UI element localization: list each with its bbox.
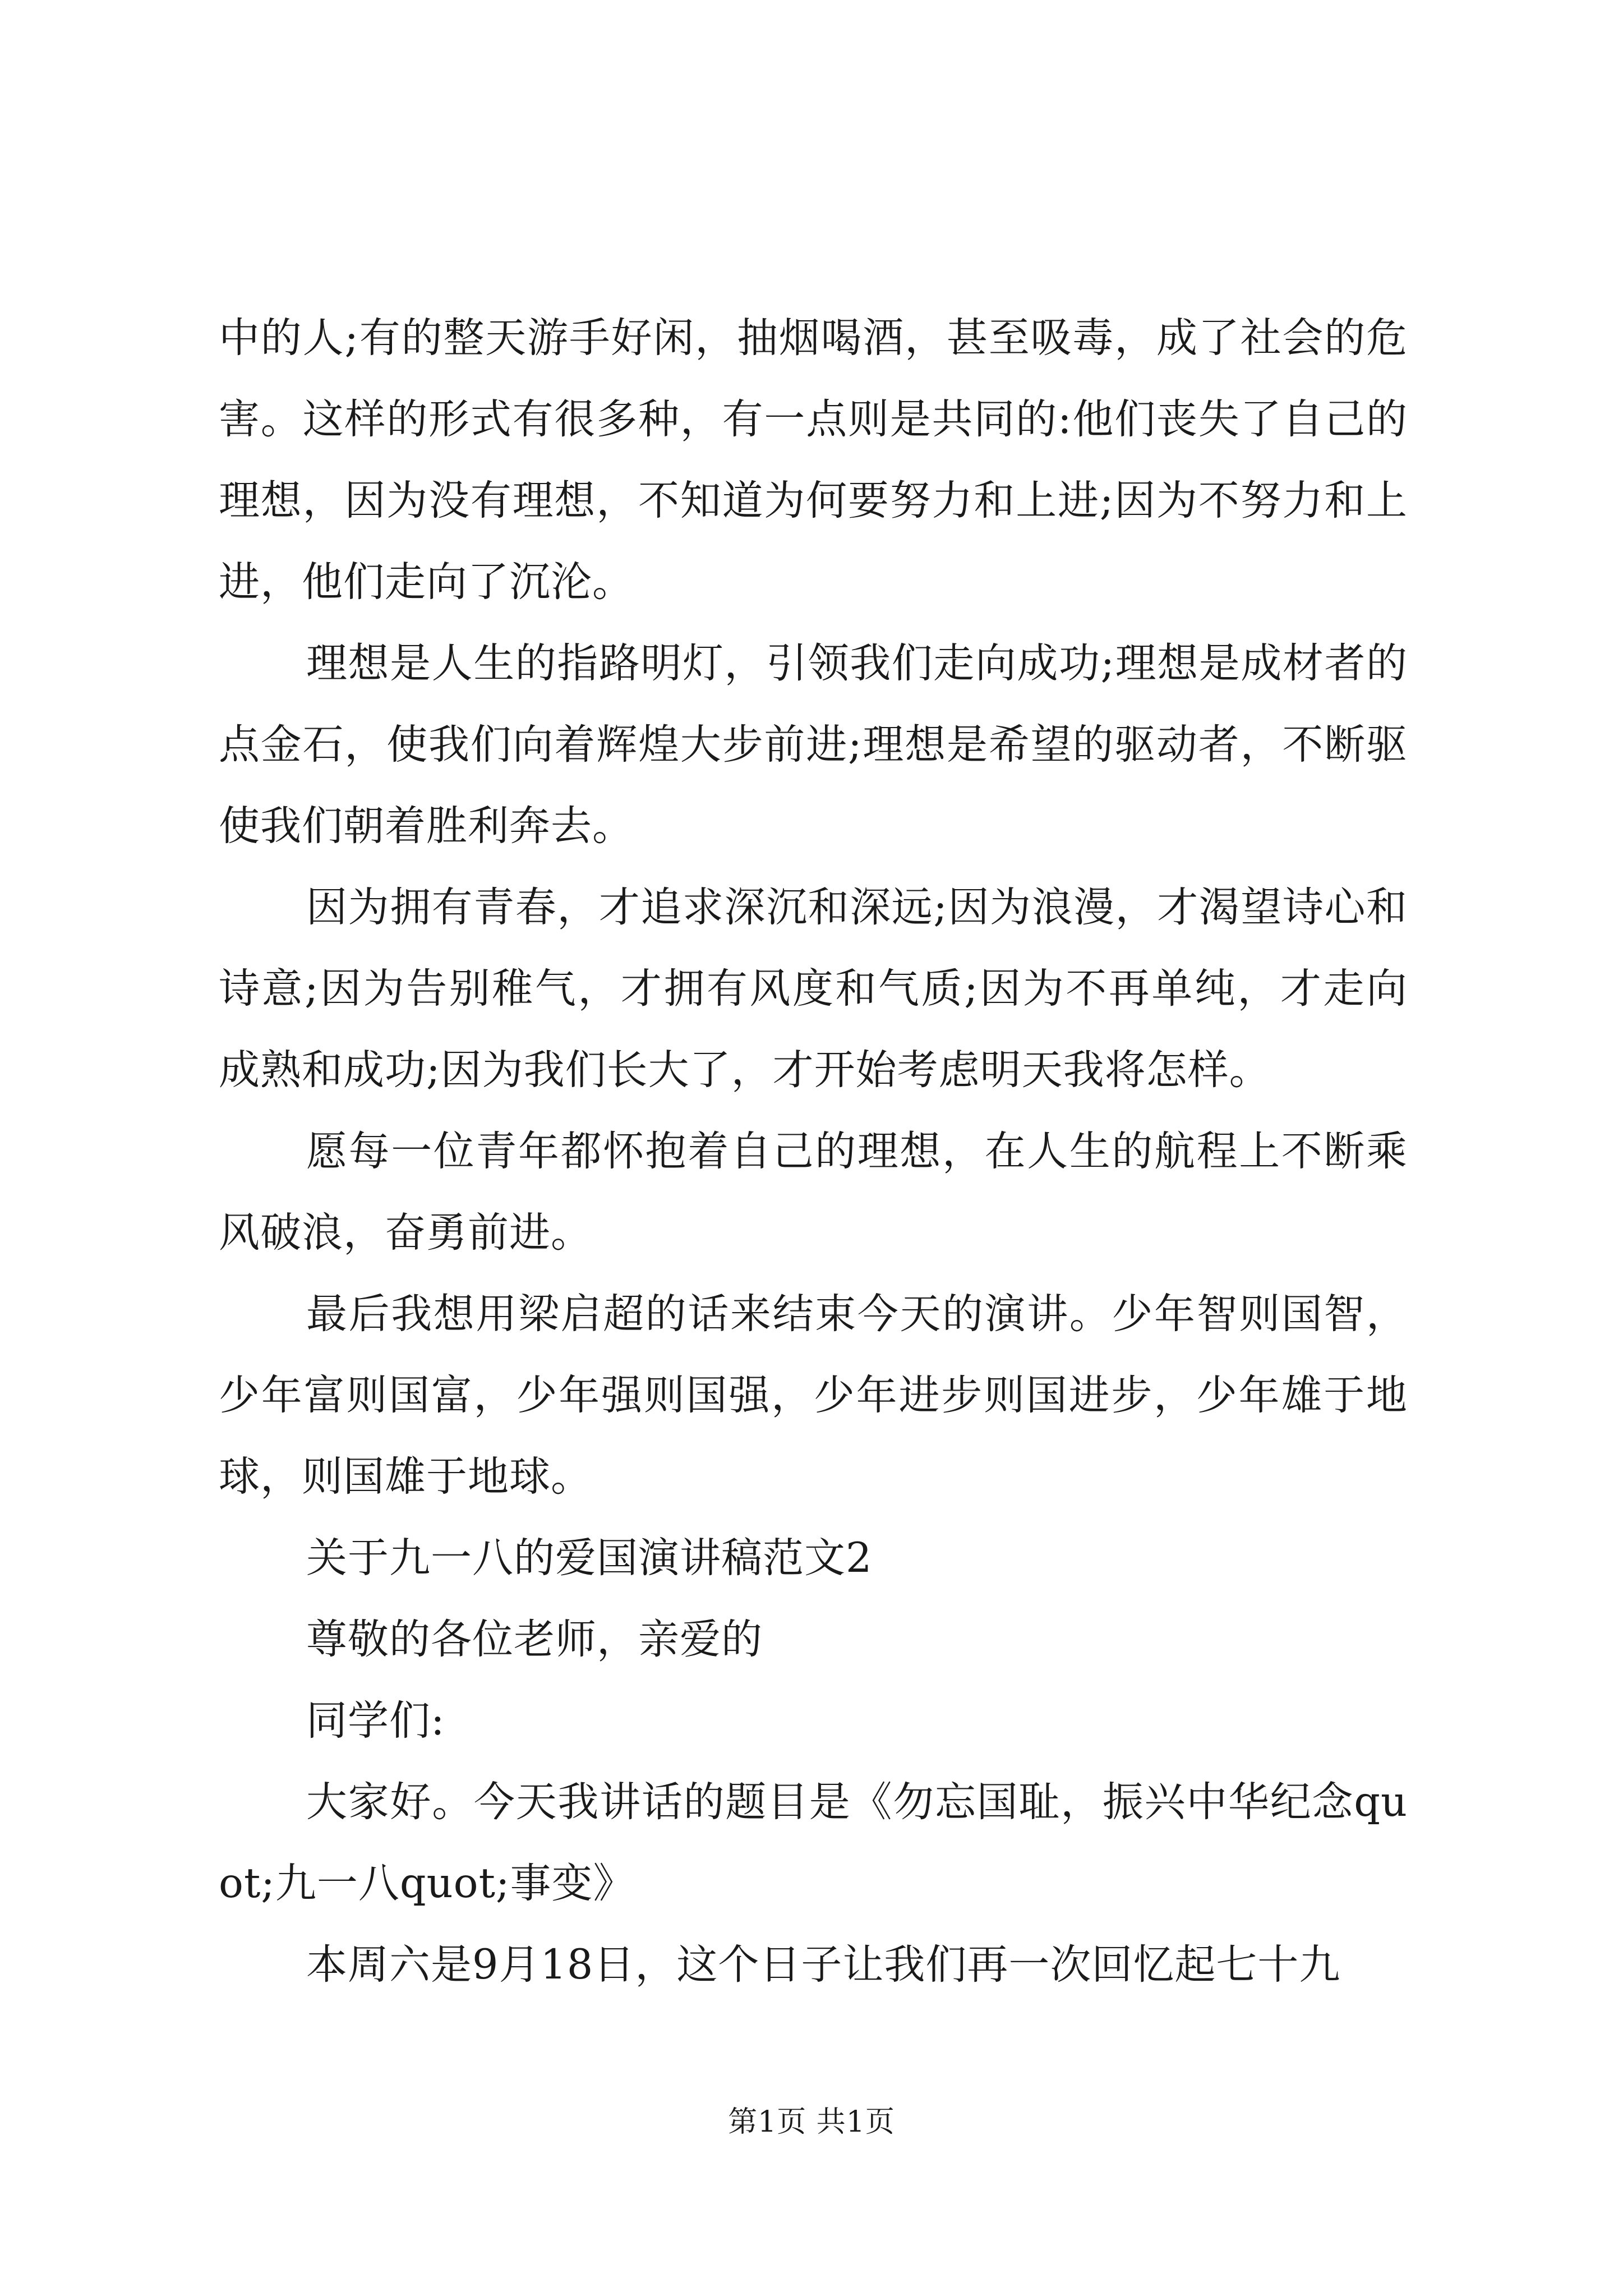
paragraph-topic: 大家好。今天我讲话的题目是《勿忘国耻，振兴中华纪念quot;九一八quot;事变》 [219, 1778, 1408, 1907]
salutation-line: 尊敬的各位老师，亲爱的 [306, 1616, 763, 1663]
paragraph-date: 本周六是9月18日，这个日子让我们再一次回忆起七十九 [306, 1941, 1341, 1989]
paragraph-5: 最后我想用梁启超的话来结束今天的演讲。少年智则国智，少年富则国富，少年强则国强，少年进步则国进步，少年雄于地球，则国雄于地球。 [219, 1290, 1408, 1501]
paragraph-2: 理想是人生的指路明灯，引领我们走向成功;理想是成材者的点金石，使我们向着辉煌大步前进;理想是希望的驱动者，不断驱使我们朝着胜利奔去。 [219, 639, 1408, 850]
section-heading: 关于九一八的爱国演讲稿范文2 [306, 1534, 873, 1582]
page-footer: 第1页 共1页 [728, 2105, 895, 2139]
document-body [219, 297, 1408, 2005]
paragraph-1: 中的人;有的整天游手好闲，抽烟喝酒，甚至吸毒，成了社会的危害。这样的形式有很多种，有一点则是共同的:他们丧失了自己的理想，因为没有理想，不知道为何要努力和上进;因为不努力和上进，他们走向了沉沦。 [219, 314, 1408, 606]
salutation-students: 同学们: [306, 1697, 445, 1745]
paragraph-3: 因为拥有青春，才追求深沉和深远;因为浪漫，才渴望诗心和诗意;因为告别稚气，才拥有风度和气质;因为不再单纯，才走向成熟和成功;因为我们长大了，才开始考虑明天我将怎样。 [219, 884, 1408, 1094]
paragraph-4: 愿每一位青年都怀抱着自己的理想，在人生的航程上不断乘风破浪，奋勇前进。 [219, 1128, 1408, 1257]
